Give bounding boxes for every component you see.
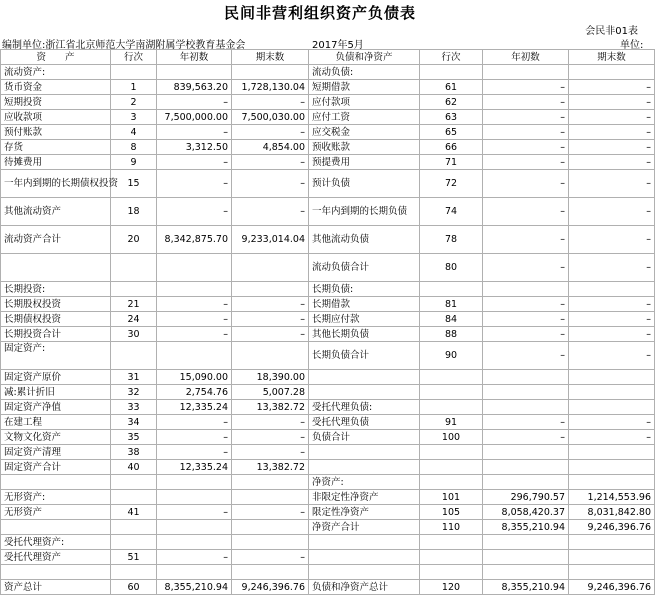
asset-end-value: 13,382.72 (232, 400, 309, 415)
table-row (1, 385, 655, 400)
liability-end-value (569, 565, 655, 580)
header-end-2: 期末数 (569, 50, 655, 65)
asset-end-value (232, 475, 309, 490)
asset-label: 在建工程 (1, 415, 111, 430)
asset-line-no: 24 (111, 312, 157, 327)
asset-label: 长期股权投资 (1, 297, 111, 312)
liability-begin-value (483, 460, 569, 475)
liability-label: 长期借款 (309, 297, 420, 312)
liability-begin-value: – (483, 95, 569, 110)
asset-line-no (111, 535, 157, 550)
liability-label: 流动负债合计 (309, 254, 420, 282)
liability-begin-value: 8,058,420.37 (483, 505, 569, 520)
asset-begin-value: – (157, 312, 232, 327)
asset-line-no: 1 (111, 80, 157, 95)
asset-line-no: 3 (111, 110, 157, 125)
liability-end-value: – (569, 342, 655, 370)
liability-end-value: – (569, 198, 655, 226)
liability-begin-value: – (483, 312, 569, 327)
table-row (1, 125, 655, 140)
asset-end-value: 4,854.00 (232, 140, 309, 155)
table-row (1, 95, 655, 110)
liability-label: 流动负债: (309, 65, 420, 80)
asset-begin-value (157, 520, 232, 535)
liability-end-value: – (569, 226, 655, 254)
liability-line-no (420, 65, 483, 80)
liability-end-value: 9,246,396.76 (569, 520, 655, 535)
reporting-unit: 编制单位:浙江省北京师范大学南湖附属学校教育基金会 (2, 40, 246, 51)
table-row (1, 565, 655, 580)
asset-end-value: – (232, 415, 309, 430)
asset-label: 短期投资 (1, 95, 111, 110)
asset-label: 减:累计折旧 (1, 385, 111, 400)
liability-begin-value: – (483, 415, 569, 430)
asset-begin-value: – (157, 445, 232, 460)
asset-end-value: – (232, 505, 309, 520)
liability-end-value: – (569, 80, 655, 95)
asset-end-value: 9,246,396.76 (232, 580, 309, 595)
liability-begin-value: – (483, 155, 569, 170)
liability-line-no: 61 (420, 80, 483, 95)
asset-end-value: – (232, 155, 309, 170)
asset-end-value: – (232, 312, 309, 327)
liability-label: 预计负债 (309, 170, 420, 198)
liability-end-value (569, 65, 655, 80)
asset-begin-value (157, 342, 232, 370)
asset-begin-value: – (157, 550, 232, 565)
table-row (1, 460, 655, 475)
header-liabilities: 负债和净资产 (309, 50, 420, 65)
asset-line-no (111, 65, 157, 80)
liability-label (309, 385, 420, 400)
table-row (1, 445, 655, 460)
asset-begin-value: – (157, 125, 232, 140)
asset-line-no (111, 565, 157, 580)
asset-begin-value (157, 490, 232, 505)
asset-end-value (232, 254, 309, 282)
asset-end-value: 9,233,014.04 (232, 226, 309, 254)
liability-end-value (569, 400, 655, 415)
asset-line-no: 41 (111, 505, 157, 520)
table-row (1, 415, 655, 430)
asset-line-no: 21 (111, 297, 157, 312)
header-asset: 资 产 (1, 50, 111, 65)
table-row (1, 312, 655, 327)
liability-label: 受托代理负债 (309, 415, 420, 430)
liability-begin-value: 296,790.57 (483, 490, 569, 505)
asset-end-value (232, 282, 309, 297)
asset-line-no: 60 (111, 580, 157, 595)
liability-line-no: 105 (420, 505, 483, 520)
liability-line-no (420, 550, 483, 565)
liability-begin-value: – (483, 226, 569, 254)
liability-begin-value: 8,355,210.94 (483, 580, 569, 595)
liability-begin-value (483, 282, 569, 297)
asset-end-value (232, 342, 309, 370)
asset-line-no: 9 (111, 155, 157, 170)
liability-line-no: 91 (420, 415, 483, 430)
header-begin: 年初数 (157, 50, 232, 65)
liability-end-value: 9,246,396.76 (569, 580, 655, 595)
liability-label (309, 370, 420, 385)
liability-end-value: 1,214,553.96 (569, 490, 655, 505)
asset-label: 固定资产合计 (1, 460, 111, 475)
currency-unit-label: 单位: (620, 40, 644, 51)
liability-label: 长期负债合计 (309, 342, 420, 370)
header-row (1, 50, 655, 65)
liability-begin-value: – (483, 254, 569, 282)
liability-label: 负债合计 (309, 430, 420, 445)
asset-end-value (232, 520, 309, 535)
liability-line-no: 88 (420, 327, 483, 342)
table-row (1, 198, 655, 226)
liability-end-value (569, 535, 655, 550)
asset-line-no: 38 (111, 445, 157, 460)
liability-begin-value: 8,355,210.94 (483, 520, 569, 535)
asset-begin-value: 15,090.00 (157, 370, 232, 385)
asset-begin-value: – (157, 415, 232, 430)
asset-label: 受托代理资产 (1, 550, 111, 565)
asset-line-no: 2 (111, 95, 157, 110)
asset-end-value: 7,500,030.00 (232, 110, 309, 125)
liability-end-value (569, 445, 655, 460)
liability-line-no: 120 (420, 580, 483, 595)
asset-label: 应收款项 (1, 110, 111, 125)
asset-line-no (111, 342, 157, 370)
liability-label: 负债和净资产总计 (309, 580, 420, 595)
asset-end-value: – (232, 550, 309, 565)
liability-line-no: 84 (420, 312, 483, 327)
liability-begin-value (483, 550, 569, 565)
table-row (1, 475, 655, 490)
asset-end-value (232, 565, 309, 580)
table-row (1, 80, 655, 95)
table-row (1, 282, 655, 297)
asset-label: 长期投资合计 (1, 327, 111, 342)
liability-label: 长期应付款 (309, 312, 420, 327)
asset-line-no: 35 (111, 430, 157, 445)
liability-label (309, 535, 420, 550)
liability-label: 预提费用 (309, 155, 420, 170)
asset-label: 固定资产净值 (1, 400, 111, 415)
asset-line-no (111, 490, 157, 505)
liability-end-value: – (569, 170, 655, 198)
asset-begin-value: 8,355,210.94 (157, 580, 232, 595)
liability-label (309, 565, 420, 580)
table-row (1, 370, 655, 385)
asset-label: 无形资产: (1, 490, 111, 505)
asset-label: 固定资产原价 (1, 370, 111, 385)
header-line: 行次 (111, 50, 157, 65)
liability-line-no (420, 460, 483, 475)
asset-label: 固定资产清理 (1, 445, 111, 460)
liability-line-no (420, 400, 483, 415)
liability-label: 预收账款 (309, 140, 420, 155)
header-end: 期末数 (232, 50, 309, 65)
table-row (1, 342, 655, 370)
asset-begin-value: – (157, 505, 232, 520)
liability-begin-value: – (483, 80, 569, 95)
asset-label: 存货 (1, 140, 111, 155)
asset-begin-value: – (157, 297, 232, 312)
asset-begin-value: 12,335.24 (157, 460, 232, 475)
asset-end-value: – (232, 125, 309, 140)
liability-begin-value (483, 370, 569, 385)
asset-begin-value (157, 475, 232, 490)
table-row (1, 254, 655, 282)
liability-begin-value (483, 565, 569, 580)
liability-line-no (420, 565, 483, 580)
asset-label: 固定资产: (1, 342, 111, 370)
asset-end-value: – (232, 430, 309, 445)
asset-label (1, 520, 111, 535)
table-row (1, 170, 655, 198)
asset-line-no (111, 282, 157, 297)
asset-end-value: 1,728,130.04 (232, 80, 309, 95)
liability-begin-value: – (483, 327, 569, 342)
asset-line-no (111, 520, 157, 535)
asset-label: 一年内到期的长期债权投资 (1, 170, 111, 198)
liability-line-no: 78 (420, 226, 483, 254)
liability-label: 其他长期负债 (309, 327, 420, 342)
liability-line-no: 101 (420, 490, 483, 505)
liability-begin-value: – (483, 170, 569, 198)
asset-begin-value (157, 65, 232, 80)
asset-label: 货币资金 (1, 80, 111, 95)
asset-label (1, 475, 111, 490)
asset-line-no (111, 254, 157, 282)
liability-line-no: 63 (420, 110, 483, 125)
asset-label: 资产总计 (1, 580, 111, 595)
asset-end-value (232, 490, 309, 505)
liability-label: 应付工资 (309, 110, 420, 125)
liability-begin-value: – (483, 342, 569, 370)
liability-line-no: 110 (420, 520, 483, 535)
liability-begin-value (483, 385, 569, 400)
liability-line-no: 74 (420, 198, 483, 226)
asset-end-value (232, 535, 309, 550)
asset-begin-value: 2,754.76 (157, 385, 232, 400)
liability-end-value (569, 460, 655, 475)
asset-label (1, 565, 111, 580)
liability-end-value: – (569, 125, 655, 140)
liability-label: 非限定性净资产 (309, 490, 420, 505)
asset-line-no: 20 (111, 226, 157, 254)
table-row (1, 490, 655, 505)
asset-end-value: – (232, 445, 309, 460)
table-body (1, 65, 655, 595)
liability-label (309, 550, 420, 565)
liability-end-value (569, 282, 655, 297)
asset-end-value: – (232, 297, 309, 312)
asset-begin-value: – (157, 430, 232, 445)
liability-line-no: 72 (420, 170, 483, 198)
asset-end-value: – (232, 198, 309, 226)
asset-line-no: 8 (111, 140, 157, 155)
asset-line-no: 34 (111, 415, 157, 430)
liability-begin-value (483, 475, 569, 490)
liability-end-value (569, 385, 655, 400)
liability-end-value: – (569, 415, 655, 430)
asset-end-value: – (232, 95, 309, 110)
liability-end-value: – (569, 297, 655, 312)
liability-end-value: – (569, 430, 655, 445)
header-begin-2: 年初数 (483, 50, 569, 65)
liability-begin-value (483, 400, 569, 415)
liability-begin-value (483, 65, 569, 80)
liability-begin-value: – (483, 198, 569, 226)
table-row (1, 140, 655, 155)
table-row (1, 505, 655, 520)
asset-line-no: 31 (111, 370, 157, 385)
asset-end-value: – (232, 170, 309, 198)
form-code: 会民非01表 (585, 26, 638, 37)
liability-label: 净资产合计 (309, 520, 420, 535)
liability-end-value: – (569, 155, 655, 170)
liability-label (309, 445, 420, 460)
liability-line-no: 71 (420, 155, 483, 170)
asset-line-no: 33 (111, 400, 157, 415)
asset-label: 流动资产合计 (1, 226, 111, 254)
asset-label: 其他流动资产 (1, 198, 111, 226)
table-row (1, 400, 655, 415)
liability-label: 受托代理负债: (309, 400, 420, 415)
table-row (1, 580, 655, 595)
asset-begin-value: 8,342,875.70 (157, 226, 232, 254)
asset-line-no (111, 475, 157, 490)
asset-label: 流动资产: (1, 65, 111, 80)
asset-begin-value: – (157, 198, 232, 226)
asset-end-value: 18,390.00 (232, 370, 309, 385)
asset-begin-value: – (157, 327, 232, 342)
table-row (1, 327, 655, 342)
liability-begin-value: – (483, 125, 569, 140)
asset-begin-value: 3,312.50 (157, 140, 232, 155)
table-row (1, 430, 655, 445)
liability-end-value (569, 550, 655, 565)
liability-label: 一年内到期的长期负债 (309, 198, 420, 226)
liability-line-no: 80 (420, 254, 483, 282)
table-row (1, 226, 655, 254)
liability-label: 应交税金 (309, 125, 420, 140)
report-meta (0, 36, 644, 51)
liability-label: 应付款项 (309, 95, 420, 110)
table-row (1, 535, 655, 550)
liability-begin-value (483, 535, 569, 550)
report-title: 民间非营利组织资产负债表 (223, 4, 416, 22)
header-line-2: 行次 (420, 50, 483, 65)
table-row (1, 297, 655, 312)
liability-end-value (569, 475, 655, 490)
asset-end-value (232, 65, 309, 80)
asset-begin-value (157, 535, 232, 550)
liability-label: 其他流动负债 (309, 226, 420, 254)
asset-begin-value (157, 254, 232, 282)
liability-begin-value: – (483, 110, 569, 125)
asset-line-no: 18 (111, 198, 157, 226)
liability-end-value: – (569, 95, 655, 110)
asset-label: 文物文化资产 (1, 430, 111, 445)
liability-end-value: 8,031,842.80 (569, 505, 655, 520)
asset-begin-value: 12,335.24 (157, 400, 232, 415)
liability-line-no: 62 (420, 95, 483, 110)
table-row (1, 65, 655, 80)
asset-label: 预付账款 (1, 125, 111, 140)
liability-begin-value (483, 445, 569, 460)
liability-line-no (420, 535, 483, 550)
liability-label (309, 460, 420, 475)
liability-begin-value: – (483, 297, 569, 312)
liability-label: 短期借款 (309, 80, 420, 95)
liability-line-no: 66 (420, 140, 483, 155)
liability-label: 长期负债: (309, 282, 420, 297)
liability-line-no (420, 445, 483, 460)
asset-begin-value: 7,500,000.00 (157, 110, 232, 125)
liability-end-value: – (569, 110, 655, 125)
liability-label: 限定性净资产 (309, 505, 420, 520)
asset-begin-value: 839,563.20 (157, 80, 232, 95)
asset-line-no: 15 (111, 170, 157, 198)
asset-line-no: 30 (111, 327, 157, 342)
liability-label: 净资产: (309, 475, 420, 490)
liability-line-no: 81 (420, 297, 483, 312)
table-row (1, 550, 655, 565)
liability-begin-value: – (483, 430, 569, 445)
asset-line-no: 51 (111, 550, 157, 565)
liability-line-no: 100 (420, 430, 483, 445)
asset-end-value: 5,007.28 (232, 385, 309, 400)
liability-line-no: 65 (420, 125, 483, 140)
liability-end-value: – (569, 312, 655, 327)
asset-label: 长期投资: (1, 282, 111, 297)
asset-label (1, 254, 111, 282)
liability-begin-value: – (483, 140, 569, 155)
liability-end-value: – (569, 327, 655, 342)
asset-end-value: – (232, 327, 309, 342)
liability-line-no (420, 282, 483, 297)
asset-begin-value: – (157, 170, 232, 198)
report-period: 2017年5月 (312, 40, 364, 51)
asset-begin-value (157, 565, 232, 580)
liability-line-no: 90 (420, 342, 483, 370)
liability-end-value: – (569, 254, 655, 282)
asset-label: 长期债权投资 (1, 312, 111, 327)
asset-begin-value: – (157, 95, 232, 110)
asset-line-no: 32 (111, 385, 157, 400)
liability-end-value (569, 370, 655, 385)
asset-end-value: 13,382.72 (232, 460, 309, 475)
table-row (1, 110, 655, 125)
asset-line-no: 40 (111, 460, 157, 475)
table-row (1, 520, 655, 535)
table-row (1, 155, 655, 170)
liability-end-value: – (569, 140, 655, 155)
asset-begin-value: – (157, 155, 232, 170)
liability-line-no (420, 385, 483, 400)
liability-line-no (420, 370, 483, 385)
liability-line-no (420, 475, 483, 490)
asset-label: 无形资产 (1, 505, 111, 520)
asset-begin-value (157, 282, 232, 297)
asset-label: 受托代理资产: (1, 535, 111, 550)
asset-label: 待摊费用 (1, 155, 111, 170)
asset-line-no: 4 (111, 125, 157, 140)
balance-sheet-table (0, 49, 655, 595)
